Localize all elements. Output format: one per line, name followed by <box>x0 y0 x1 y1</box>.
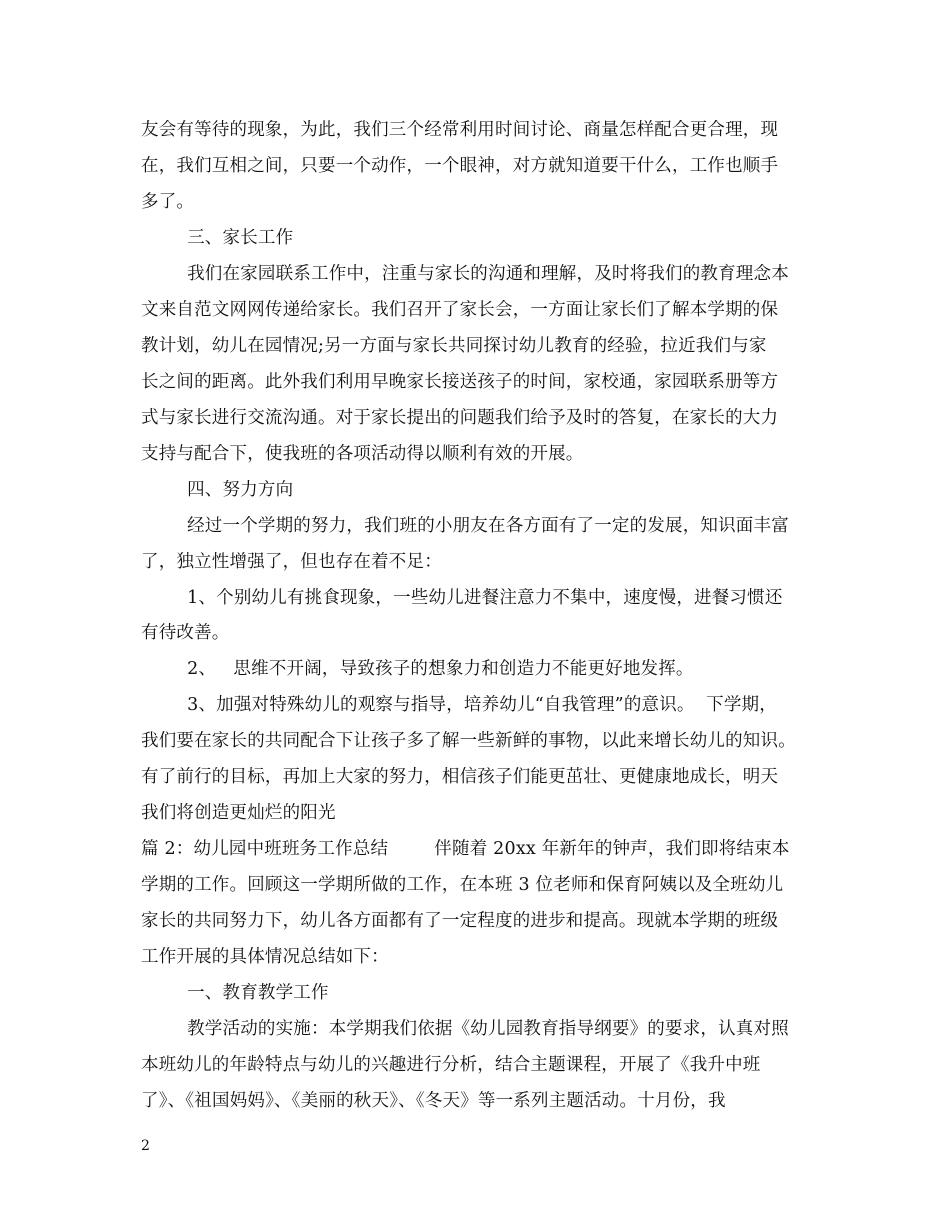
list-item: 3、加强对特殊幼儿的观察与指导，培养幼儿“自我管理”的意识。 下学期， <box>141 695 777 715</box>
text-line: 文来自范文网网传递给家长。我们召开了家长会，一方面让家长们了解本学期的保 <box>141 300 779 320</box>
page-number: 2 <box>141 1138 150 1154</box>
text-line: 学期的工作。回顾这一学期所做的工作，在本班 3 位老师和保育阿姨以及全班幼儿 <box>141 875 784 895</box>
text-line: 友会有等待的现象，为此，我们三个经常利用时间讨论、商量怎样配合更合理，现 <box>141 120 779 140</box>
section-heading: 四、努力方向 <box>141 480 294 500</box>
section-heading: 三、家长工作 <box>141 228 294 248</box>
section-heading: 一、教育教学工作 <box>141 983 329 1003</box>
text-line: 我们要在家长的共同配合下让孩子多了解一些新鲜的事物，以此来增长幼儿的知识。 <box>141 731 796 751</box>
text-line: 家长的共同努力下，幼儿各方面都有了一定程度的进步和提高。现就本学期的班级 <box>141 911 779 931</box>
text-line: 式与家长进行交流沟通。对于家长提出的问题我们给予及时的答复，在家长的大力 <box>141 408 779 428</box>
text-line: 我们将创造更灿烂的阳光 <box>141 803 336 823</box>
text-line: 本班幼儿的年龄特点与幼儿的兴趣进行分析，结合主题课程，开展了《我升中班 <box>141 1055 761 1075</box>
text-line: 工作开展的具体情况总结如下： <box>141 947 389 967</box>
text-line: 在，我们互相之间，只要一个动作，一个眼神，对方就知道要干什么，工作也顺手 <box>141 156 779 176</box>
list-item: 1、个别幼儿有挑食现象，一些幼儿进餐注意力不集中，速度慢，进餐习惯还 <box>141 588 783 608</box>
text-line: 有待改善。 <box>141 623 230 643</box>
text-line: 我们在家园联系工作中，注重与家长的沟通和理解，及时将我们的教育理念本 <box>141 264 789 284</box>
text-line: 教学活动的实施：本学期我们依据《幼儿园教育指导纲要》的要求，认真对照 <box>141 1019 789 1039</box>
text-line: 经过一个学期的努力，我们班的小朋友在各方面有了一定的发展，知识面丰富 <box>141 516 789 536</box>
text-line: 支持与配合下，使我班的各项活动得以顺利有效的开展。 <box>141 444 584 464</box>
list-item: 2、 思维不开阔，导致孩子的想象力和创造力不能更好地发挥。 <box>141 659 694 679</box>
text-line: 了，独立性增强了，但也存在着不足： <box>141 552 442 572</box>
text-line: 多了。 <box>141 192 195 212</box>
text-line: 长之间的距离。此外我们利用早晚家长接送孩子的时间，家校通，家园联系册等方 <box>141 372 779 392</box>
text-line: 了》、《祖国妈妈》、《美丽的秋天》、《冬天》等一系列主题活动。十月份，我 <box>141 1091 726 1111</box>
section-title-line: 篇 2：幼儿园中班班务工作总结 伴随着 20xx 年新年的钟声，我们即将结束本 <box>141 839 790 859</box>
text-line: 有了前行的目标，再加上大家的努力，相信孩子们能更茁壮、更健康地成长，明天 <box>141 767 779 787</box>
text-line: 教计划，幼儿在园情况;另一方面与家长共同探讨幼儿教育的经验，拉近我们与家 <box>141 336 767 356</box>
